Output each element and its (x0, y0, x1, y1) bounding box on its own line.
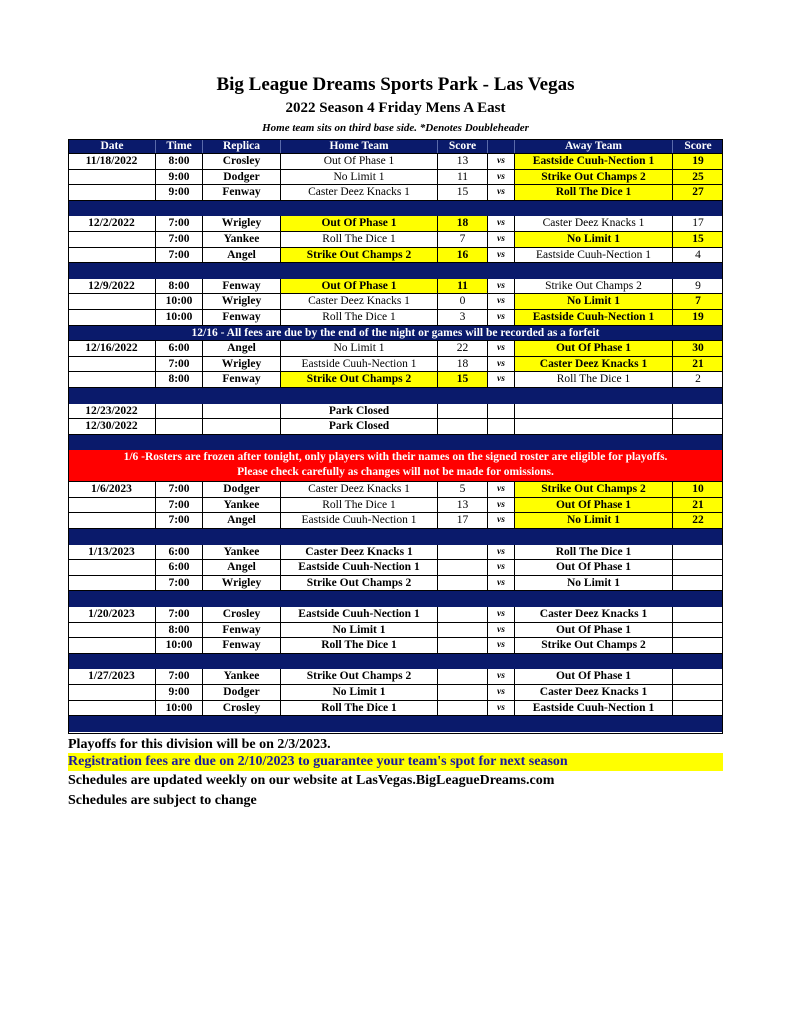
game-date (68, 310, 155, 325)
game-row (68, 372, 723, 388)
home-score: 11 (437, 279, 487, 294)
home-score (437, 576, 487, 591)
home-team: Caster Deez Knacks 1 (280, 545, 437, 560)
game-replica: Wrigley (202, 357, 280, 372)
vs-label: vs (487, 341, 514, 356)
header-replica: Replica (202, 139, 280, 153)
game-replica: Crosley (202, 701, 280, 716)
vs-label: vs (487, 372, 514, 387)
home-team: Eastside Cuuh-Nection 1 (280, 513, 437, 528)
game-time: 8:00 (155, 154, 202, 169)
game-date (68, 372, 155, 387)
fees-notice: 12/16 - All fees are due by the end of the night or games will be recorded as a forfeit (68, 326, 723, 342)
vs-label: vs (487, 185, 514, 200)
game-replica (202, 404, 280, 419)
game-date (68, 576, 155, 591)
header-time: Time (155, 139, 202, 153)
game-row (68, 232, 723, 248)
away-score: 4 (672, 248, 723, 263)
away-team: Out Of Phase 1 (514, 341, 672, 356)
home-score: 7 (437, 232, 487, 247)
game-replica: Dodger (202, 170, 280, 185)
vs-label: vs (487, 638, 514, 653)
game-date (68, 701, 155, 716)
away-score: 19 (672, 154, 723, 169)
home-score (437, 623, 487, 638)
header-vs-blank (487, 139, 514, 153)
home-team: Out Of Phase 1 (280, 216, 437, 231)
vs-label: vs (487, 513, 514, 528)
game-date: 1/20/2023 (88, 608, 135, 621)
game-date (68, 638, 155, 653)
playoffs-note: Playoffs for this division will be on 2/3/2023. (68, 737, 331, 752)
page-title: Big League Dreams Sports Park - Las Vegas (216, 74, 575, 95)
game-time: 7:00 (155, 498, 202, 513)
home-team: Roll The Dice 1 (280, 701, 437, 716)
vs-label: vs (487, 294, 514, 309)
away-team: Out Of Phase 1 (514, 498, 672, 513)
game-replica (202, 419, 280, 434)
vs-label: vs (487, 545, 514, 560)
game-time: 7:00 (155, 513, 202, 528)
away-team: Caster Deez Knacks 1 (514, 607, 672, 622)
game-row (68, 248, 723, 264)
game-time: 8:00 (155, 279, 202, 294)
home-team: No Limit 1 (280, 623, 437, 638)
game-time: 10:00 (155, 701, 202, 716)
game-date: 12/9/2022 (88, 279, 135, 292)
vs-label: vs (487, 357, 514, 372)
section-divider (68, 716, 723, 732)
home-score (437, 404, 487, 419)
roster-notice-line: 1/6 -Rosters are frozen after tonight, only players with their names on the signed roster are eligible for playoffs. (123, 451, 668, 464)
game-date (68, 498, 155, 513)
game-row (68, 154, 723, 170)
game-replica: Dodger (202, 482, 280, 497)
home-team: No Limit 1 (280, 685, 437, 700)
game-date (68, 170, 155, 185)
section-divider (68, 591, 723, 607)
game-row (68, 513, 723, 529)
vs-label: vs (487, 310, 514, 325)
home-score (437, 545, 487, 560)
home-team: Caster Deez Knacks 1 (280, 482, 437, 497)
vs-label: vs (487, 669, 514, 684)
game-date (68, 513, 155, 528)
game-replica: Fenway (202, 372, 280, 387)
game-row (68, 669, 723, 685)
vs-label: vs (487, 701, 514, 716)
game-replica: Yankee (202, 498, 280, 513)
away-score (672, 419, 723, 434)
section-divider (68, 201, 723, 217)
page-subtitle: 2022 Season 4 Friday Mens A East (285, 100, 506, 116)
vs-label: vs (487, 248, 514, 263)
game-time: 10:00 (155, 294, 202, 309)
home-score: 15 (437, 185, 487, 200)
game-date: 12/30/2022 (85, 420, 138, 433)
home-team: Roll The Dice 1 (280, 498, 437, 513)
away-score: 15 (672, 232, 723, 247)
game-date (68, 294, 155, 309)
game-replica: Angel (202, 248, 280, 263)
away-team: Strike Out Champs 2 (514, 482, 672, 497)
game-date (68, 623, 155, 638)
vs-label: vs (487, 232, 514, 247)
game-replica: Yankee (202, 232, 280, 247)
game-row (68, 294, 723, 310)
vs-label (487, 419, 514, 434)
home-score: 22 (437, 341, 487, 356)
game-date: 1/27/2023 (88, 670, 135, 683)
game-row (68, 638, 723, 654)
game-time: 7:00 (155, 607, 202, 622)
away-team: No Limit 1 (514, 294, 672, 309)
game-time: 8:00 (155, 623, 202, 638)
game-row (68, 545, 723, 561)
game-replica: Crosley (202, 607, 280, 622)
game-time: 9:00 (155, 685, 202, 700)
home-team: Out Of Phase 1 (280, 154, 437, 169)
away-team: Caster Deez Knacks 1 (514, 685, 672, 700)
game-replica: Fenway (202, 185, 280, 200)
vs-label: vs (487, 576, 514, 591)
away-score: 19 (672, 310, 723, 325)
away-score: 7 (672, 294, 723, 309)
game-replica: Angel (202, 513, 280, 528)
vs-label: vs (487, 279, 514, 294)
home-team: Strike Out Champs 2 (280, 248, 437, 263)
game-time: 7:00 (155, 232, 202, 247)
game-row (68, 560, 723, 576)
game-time (155, 404, 202, 419)
game-time: 6:00 (155, 545, 202, 560)
home-team: Roll The Dice 1 (280, 310, 437, 325)
away-score (672, 560, 723, 575)
game-replica: Fenway (202, 279, 280, 294)
game-replica: Yankee (202, 669, 280, 684)
away-score: 17 (672, 216, 723, 231)
home-score (437, 701, 487, 716)
game-replica: Wrigley (202, 294, 280, 309)
header-home-score: Score (437, 139, 487, 153)
away-score (672, 404, 723, 419)
vs-label: vs (487, 607, 514, 622)
home-score (437, 419, 487, 434)
away-team: Eastside Cuuh-Nection 1 (514, 701, 672, 716)
game-date (68, 232, 155, 247)
away-team: Out Of Phase 1 (514, 560, 672, 575)
game-row (68, 310, 723, 326)
header-date: Date (68, 139, 155, 153)
game-date: 1/6/2023 (91, 483, 132, 496)
change-note: Schedules are subject to change (68, 793, 257, 808)
header-away-team: Away Team (514, 139, 672, 153)
game-date (68, 685, 155, 700)
roster-notice (68, 450, 723, 482)
away-score (672, 701, 723, 716)
game-time: 7:00 (155, 357, 202, 372)
game-date: 12/2/2022 (88, 217, 135, 230)
game-date: 12/23/2022 (85, 404, 138, 417)
home-team: Eastside Cuuh-Nection 1 (280, 357, 437, 372)
away-team: Roll The Dice 1 (514, 372, 672, 387)
away-team: Roll The Dice 1 (514, 545, 672, 560)
section-divider (68, 263, 723, 279)
home-team: Strike Out Champs 2 (280, 372, 437, 387)
home-score: 13 (437, 498, 487, 513)
away-team: Out Of Phase 1 (514, 623, 672, 638)
section-divider (68, 435, 723, 451)
game-replica: Dodger (202, 685, 280, 700)
vs-label: vs (487, 498, 514, 513)
game-time: 10:00 (155, 638, 202, 653)
away-score (672, 685, 723, 700)
vs-label: vs (487, 216, 514, 231)
game-replica: Wrigley (202, 216, 280, 231)
vs-label: vs (487, 154, 514, 169)
section-divider (68, 654, 723, 670)
game-date (68, 560, 155, 575)
game-time: 8:00 (155, 372, 202, 387)
game-replica: Fenway (202, 623, 280, 638)
game-row (68, 170, 723, 186)
website-note: Schedules are updated weekly on our website at LasVegas.BigLeagueDreams.com (68, 773, 555, 788)
home-team: Park Closed (280, 419, 437, 434)
away-score (672, 669, 723, 684)
game-row (68, 607, 723, 623)
home-team: Park Closed (280, 404, 437, 419)
game-replica: Fenway (202, 310, 280, 325)
home-team: Strike Out Champs 2 (280, 576, 437, 591)
game-replica: Wrigley (202, 576, 280, 591)
game-time: 9:00 (155, 170, 202, 185)
away-team: No Limit 1 (514, 232, 672, 247)
section-divider (68, 388, 723, 404)
away-score: 10 (672, 482, 723, 497)
game-time: 9:00 (155, 185, 202, 200)
away-team: Strike Out Champs 2 (514, 638, 672, 653)
home-team: Roll The Dice 1 (280, 232, 437, 247)
away-score (672, 607, 723, 622)
vs-label: vs (487, 623, 514, 638)
away-score: 30 (672, 341, 723, 356)
header-home-team: Home Team (280, 139, 437, 153)
registration-note: Registration fees are due on 2/10/2023 to guarantee your team's spot for next season (68, 753, 723, 771)
game-date (68, 185, 155, 200)
game-date: 12/16/2022 (85, 342, 138, 355)
game-time: 6:00 (155, 560, 202, 575)
home-score (437, 669, 487, 684)
game-date (68, 357, 155, 372)
away-score: 2 (672, 372, 723, 387)
home-score: 18 (437, 357, 487, 372)
game-row (68, 576, 723, 592)
home-score: 15 (437, 372, 487, 387)
game-row (68, 482, 723, 498)
home-team: Out Of Phase 1 (280, 279, 437, 294)
home-score: 13 (437, 154, 487, 169)
away-score: 22 (672, 513, 723, 528)
away-score (672, 638, 723, 653)
away-team: Eastside Cuuh-Nection 1 (514, 248, 672, 263)
away-team: Strike Out Champs 2 (514, 279, 672, 294)
home-score (437, 638, 487, 653)
header-away-score: Score (672, 139, 723, 153)
home-team: Caster Deez Knacks 1 (280, 294, 437, 309)
game-time: 6:00 (155, 341, 202, 356)
away-score (672, 576, 723, 591)
schedule-note: Home team sits on third base side. *Denotes Doubleheader (262, 122, 529, 134)
away-team: No Limit 1 (514, 513, 672, 528)
home-score (437, 607, 487, 622)
home-team: Caster Deez Knacks 1 (280, 185, 437, 200)
away-team: Eastside Cuuh-Nection 1 (514, 310, 672, 325)
game-replica: Angel (202, 341, 280, 356)
game-row (68, 685, 723, 701)
away-team (514, 419, 672, 434)
section-divider (68, 529, 723, 545)
away-team: Strike Out Champs 2 (514, 170, 672, 185)
game-replica: Fenway (202, 638, 280, 653)
game-row (68, 419, 723, 435)
home-score: 16 (437, 248, 487, 263)
game-row (68, 341, 723, 357)
vs-label: vs (487, 560, 514, 575)
game-row (68, 498, 723, 514)
home-score: 3 (437, 310, 487, 325)
home-team: Strike Out Champs 2 (280, 669, 437, 684)
game-date (68, 248, 155, 263)
game-row (68, 185, 723, 201)
vs-label (487, 404, 514, 419)
away-team: Caster Deez Knacks 1 (514, 216, 672, 231)
table-header-row (68, 139, 723, 154)
away-team: Out Of Phase 1 (514, 669, 672, 684)
home-team: No Limit 1 (280, 170, 437, 185)
home-score: 18 (437, 216, 487, 231)
game-time: 7:00 (155, 216, 202, 231)
vs-label: vs (487, 685, 514, 700)
home-team: Eastside Cuuh-Nection 1 (280, 560, 437, 575)
vs-label: vs (487, 482, 514, 497)
away-team (514, 404, 672, 419)
game-row (68, 623, 723, 639)
game-time: 7:00 (155, 248, 202, 263)
home-team: Roll The Dice 1 (280, 638, 437, 653)
away-score: 21 (672, 498, 723, 513)
game-time (155, 419, 202, 434)
game-time: 7:00 (155, 576, 202, 591)
game-date: 1/13/2023 (88, 545, 135, 558)
game-time: 10:00 (155, 310, 202, 325)
game-replica: Angel (202, 560, 280, 575)
vs-label: vs (487, 170, 514, 185)
away-score (672, 545, 723, 560)
home-score: 17 (437, 513, 487, 528)
home-team: Eastside Cuuh-Nection 1 (280, 607, 437, 622)
game-replica: Yankee (202, 545, 280, 560)
game-row (68, 404, 723, 420)
game-replica: Crosley (202, 154, 280, 169)
game-row (68, 279, 723, 295)
home-score: 5 (437, 482, 487, 497)
home-score (437, 560, 487, 575)
away-score: 25 (672, 170, 723, 185)
away-team: Roll The Dice 1 (514, 185, 672, 200)
roster-notice-line: Please check carefully as changes will not be made for omissions. (237, 466, 554, 479)
home-score: 11 (437, 170, 487, 185)
away-team: Caster Deez Knacks 1 (514, 357, 672, 372)
home-team: No Limit 1 (280, 341, 437, 356)
away-team: Eastside Cuuh-Nection 1 (514, 154, 672, 169)
home-score: 0 (437, 294, 487, 309)
game-row (68, 357, 723, 373)
schedule-table (68, 139, 723, 732)
game-date: 11/18/2022 (85, 155, 138, 167)
home-score (437, 685, 487, 700)
away-score: 21 (672, 357, 723, 372)
table-body (68, 154, 723, 732)
game-time: 7:00 (155, 482, 202, 497)
away-score (672, 623, 723, 638)
game-time: 7:00 (155, 669, 202, 684)
game-row (68, 216, 723, 232)
away-score: 27 (672, 185, 723, 200)
game-row (68, 701, 723, 717)
away-team: No Limit 1 (514, 576, 672, 591)
away-score: 9 (672, 279, 723, 294)
